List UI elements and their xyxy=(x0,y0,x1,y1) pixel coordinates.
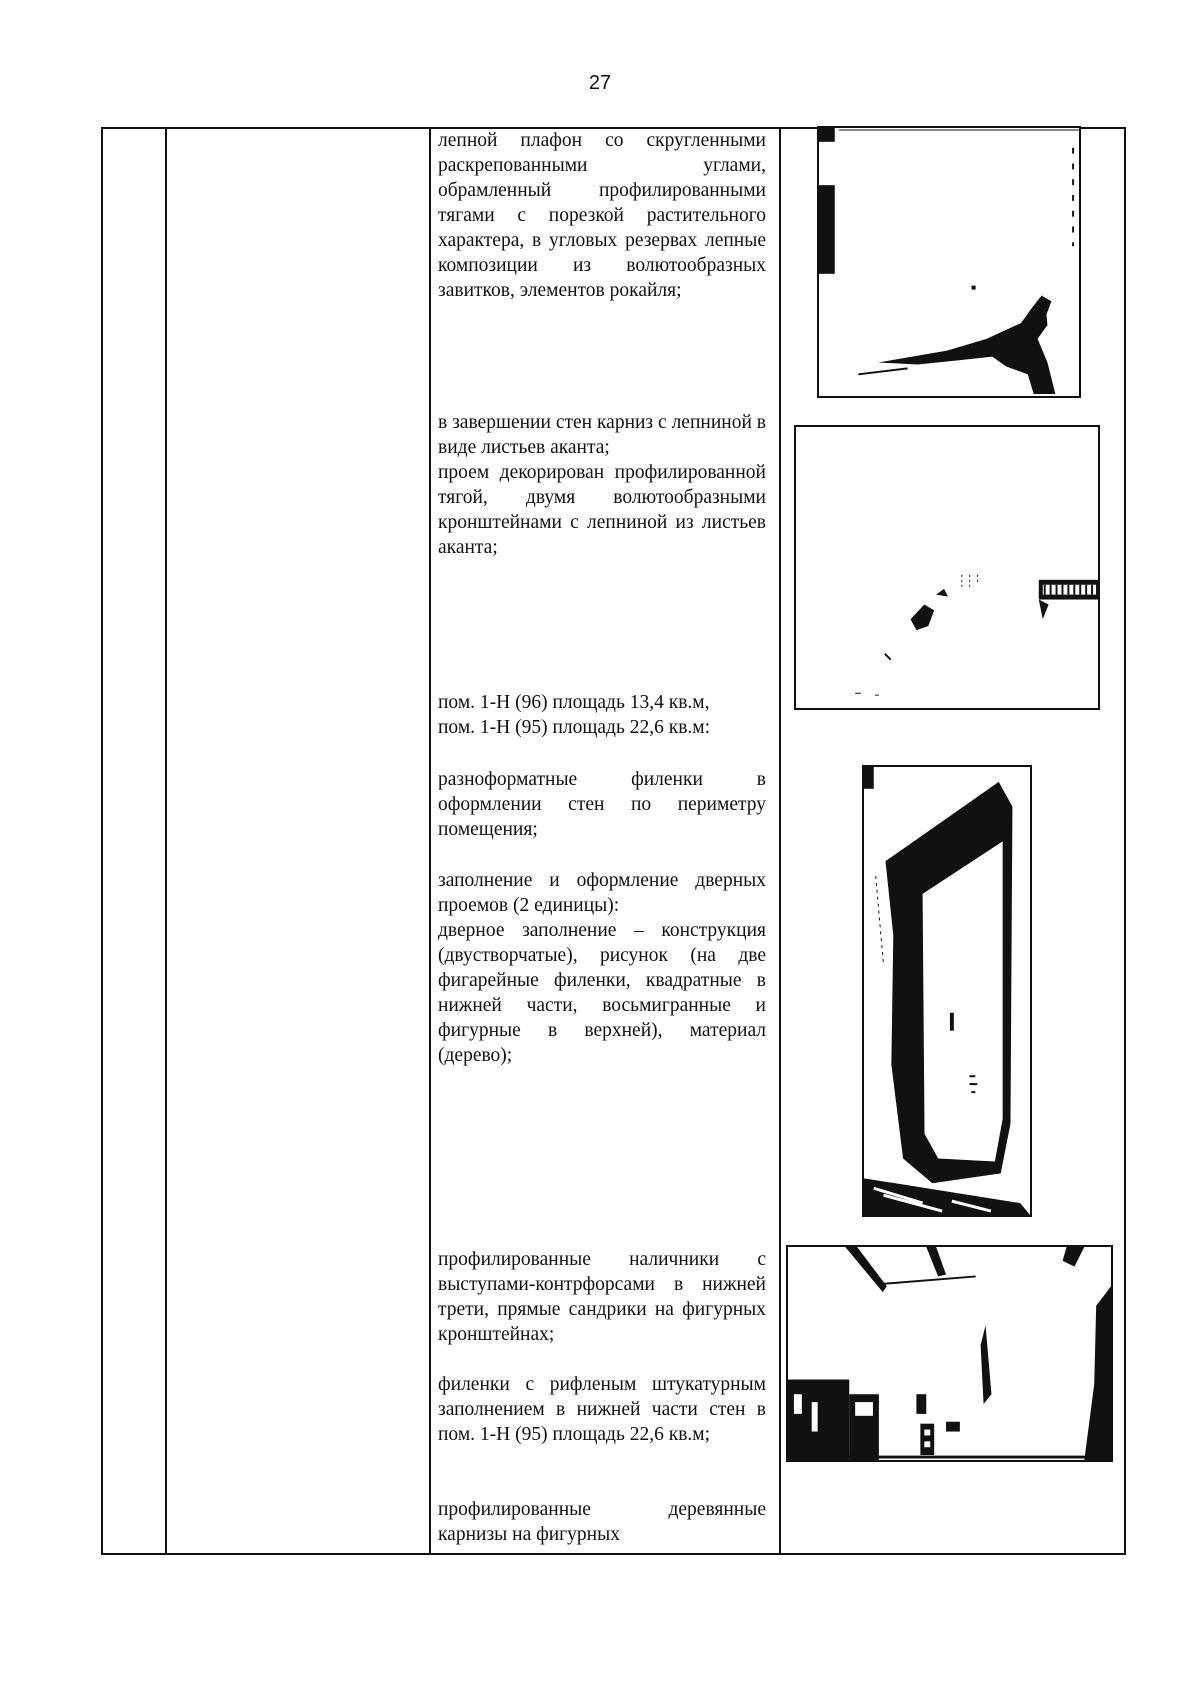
column-divider-1 xyxy=(165,129,167,1553)
paragraph-room-96: пом. 1-Н (96) площадь 13,4 кв.м, xyxy=(438,692,710,713)
photo-double-door xyxy=(862,765,1032,1217)
paragraph-room-95: пом. 1-Н (95) площадь 22,6 кв.м: xyxy=(438,717,711,738)
paragraph-wooden-cornices: профилированные деревянные карнизы на фигурных xyxy=(438,1499,766,1545)
photo-room-interior xyxy=(786,1245,1113,1462)
paragraph-door-filling: дверное заполнение – конструкция (двустворчатые), рисунок (на две фигарейные филенки, квадратные в нижней части, восьмигранные и фигурные в верхней), материал (дерево); xyxy=(438,920,766,1066)
column-divider-3 xyxy=(779,129,781,1553)
paragraph-stucco-panels: филенки с рифленым штукатурным заполнением в нижней части стен в пом. 1-Н (95) площадь 22,6 кв.м; xyxy=(438,1374,766,1445)
paragraph-door-openings: заполнение и оформление дверных проемов (2 единицы): xyxy=(438,870,766,916)
column-divider-2 xyxy=(429,129,431,1553)
paragraph-wall-panels: разноформатные филенки в оформлении стен по периметру помещения; xyxy=(438,769,766,840)
paragraph-doorway-decor: проем декорирован профилированной тягой, двумя волютообразными кронштейнами с лепниной из листьев аканта; xyxy=(438,462,766,558)
paragraph-cornice: в завершении стен карниз с лепниной в виде листьев аканта; xyxy=(438,412,766,458)
paragraph-door-casings: профилированные наличники с выступами-контрфорсами в нижней трети, прямые сандрики на фигурных кронштейнах; xyxy=(438,1249,766,1345)
photo-cornice-doorway xyxy=(794,425,1100,710)
photo-ceiling-plafond xyxy=(817,126,1081,398)
paragraph-plafond: лепной плафон со скругленными раскрепованными углами, обрамленный профилированными тягами с порезкой растительного характера, в угловых резервах лепные композиции из волютообразных завитков, элементов рокайля; xyxy=(438,130,766,301)
page-number: 27 xyxy=(588,72,612,94)
